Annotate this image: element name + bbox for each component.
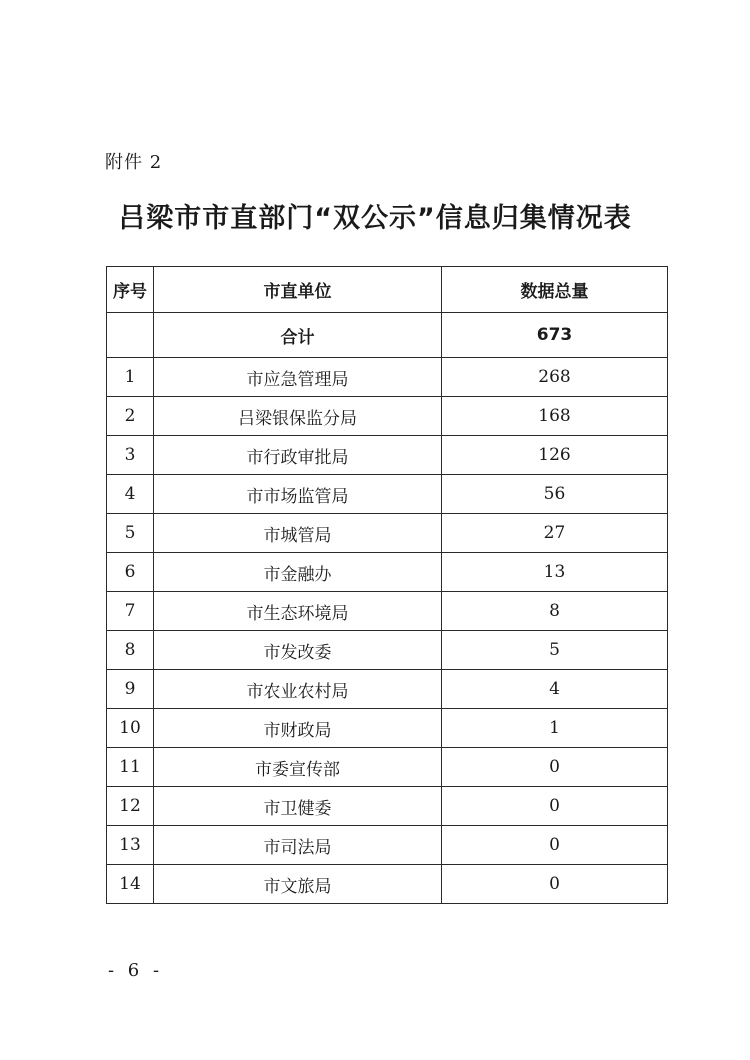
seq-cell: 3 [107,436,154,475]
table-row [107,358,668,397]
unit-cell: 市城管局 [154,514,442,553]
table-row [107,436,668,475]
unit-cell: 市财政局 [154,709,442,748]
unit-cell: 市卫健委 [154,787,442,826]
seq-cell: 10 [107,709,154,748]
total-cell: 5 [442,631,668,670]
unit-cell: 市应急管理局 [154,358,442,397]
table-row [107,709,668,748]
unit-cell: 市文旅局 [154,865,442,904]
unit-cell: 市农业农村局 [154,670,442,709]
unit-cell: 市生态环境局 [154,592,442,631]
seq-cell: 1 [107,358,154,397]
data-table [106,266,668,904]
attachment-label: 附件 2 [105,152,163,173]
total-seq-cell [107,313,154,358]
total-cell: 0 [442,865,668,904]
unit-cell: 市发改委 [154,631,442,670]
table-row [107,592,668,631]
table-row [107,475,668,514]
total-cell: 13 [442,553,668,592]
seq-cell: 7 [107,592,154,631]
seq-cell: 14 [107,865,154,904]
total-cell: 0 [442,787,668,826]
page-number: - 6 - [108,960,164,981]
unit-cell: 市司法局 [154,826,442,865]
page-title: 吕梁市市直部门“双公示”信息归集情况表 [118,203,632,234]
seq-cell: 13 [107,826,154,865]
total-cell: 1 [442,709,668,748]
total-cell: 56 [442,475,668,514]
seq-cell: 4 [107,475,154,514]
seq-cell: 8 [107,631,154,670]
table-row [107,748,668,787]
table-row [107,865,668,904]
unit-cell: 市市场监管局 [154,475,442,514]
total-cell: 268 [442,358,668,397]
total-cell: 126 [442,436,668,475]
total-value-cell: 673 [442,313,668,358]
seq-cell: 6 [107,553,154,592]
table-row [107,631,668,670]
unit-cell: 吕梁银保监分局 [154,397,442,436]
total-cell: 4 [442,670,668,709]
header-seq: 序号 [107,267,154,313]
header-unit: 市直单位 [154,267,442,313]
header-total: 数据总量 [442,267,668,313]
table-row [107,514,668,553]
table-header-row [107,267,668,313]
table-total-row [107,313,668,358]
seq-cell: 2 [107,397,154,436]
unit-cell: 市委宣传部 [154,748,442,787]
table-row [107,826,668,865]
total-cell: 168 [442,397,668,436]
seq-cell: 11 [107,748,154,787]
table-row [107,670,668,709]
total-cell: 27 [442,514,668,553]
unit-cell: 市行政审批局 [154,436,442,475]
table-row [107,553,668,592]
total-label-cell: 合计 [154,313,442,358]
total-cell: 0 [442,826,668,865]
total-cell: 0 [442,748,668,787]
seq-cell: 5 [107,514,154,553]
table-row [107,397,668,436]
total-cell: 8 [442,592,668,631]
seq-cell: 9 [107,670,154,709]
seq-cell: 12 [107,787,154,826]
unit-cell: 市金融办 [154,553,442,592]
table-row [107,787,668,826]
